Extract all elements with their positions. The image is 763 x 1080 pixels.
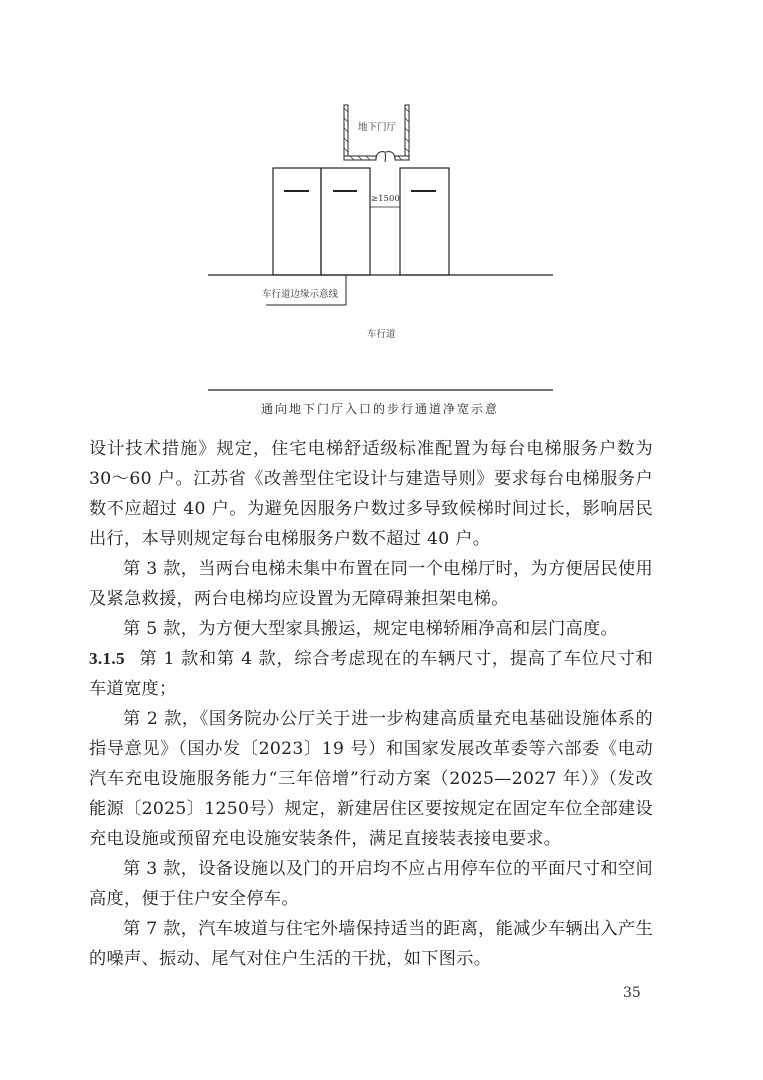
paragraph-5: 第 2 款，《国务院办公厅关于进一步构建高质量充电基础设施体系的指导意见》（国办发〔2023〕19 号）和国家发展改革委等六部委《电动汽车充电设施服务能力“三年倍增”行动方案（2025—2027 年）》（发改能源〔2025〕1250号）规定，新建居住区要按规定在固定车位全部建设充电设施或预留充电设施安装条件，满足直接装表接电要求。 [89, 709, 653, 849]
paragraph-6: 第 3 款，设备设施以及门的开启均不应占用停车位的平面尺寸和空间高度，便于住户安全停车。 [89, 859, 653, 909]
page-number: 35 [623, 985, 641, 1001]
figure-caption: 通向地下门厅入口的步行通道净宽示意 [260, 402, 499, 416]
paragraph-section-3-1-5 [89, 644, 653, 704]
section-number: 3.1.5 [89, 649, 125, 668]
section-text: 第 1 款和第 4 款，综合考虑现在的车辆尺寸，提高了车位尺寸和车道宽度； [89, 649, 653, 699]
building-blocks [273, 168, 449, 275]
body-text [89, 434, 653, 974]
paragraph-1: 设计技术措施》规定，住宅电梯舒适级标准配置为每台电梯服务户数为 30～60 户。江苏省《改善型住宅设计与建造导则》要求每台电梯服务户数不应超过 40 户。为避免因服务户数过多导致候梯时间过长，影响居民出行，本导则规定每台电梯服务户数不超过 40 户。 [89, 439, 653, 549]
paragraph-3: 第 5 款，为方便大型家具搬运，规定电梯轿厢净高和层门高度。 [123, 619, 618, 639]
diagram [200, 90, 560, 400]
roadway-label: 车行道 [367, 329, 396, 340]
edge-line-label: 车行道边缘示意线 [262, 289, 339, 300]
figure-walkway-width [200, 90, 560, 430]
width-dimension-label: ≥1500 [371, 194, 400, 204]
hall-label: 地下门厅 [358, 122, 397, 133]
paragraph-2: 第 3 款，当两台电梯未集中布置在同一个电梯厅时，为方便居民使用及紧急救援，两台电梯均应设置为无障碍兼担架电梯。 [89, 559, 653, 609]
paragraph-7: 第 7 款，汽车坡道与住宅外墙保持适当的距离，能减少车辆出入产生的噪声、振动、尾气对住户生活的干扰，如下图示。 [89, 919, 653, 969]
door-icon [376, 152, 395, 162]
